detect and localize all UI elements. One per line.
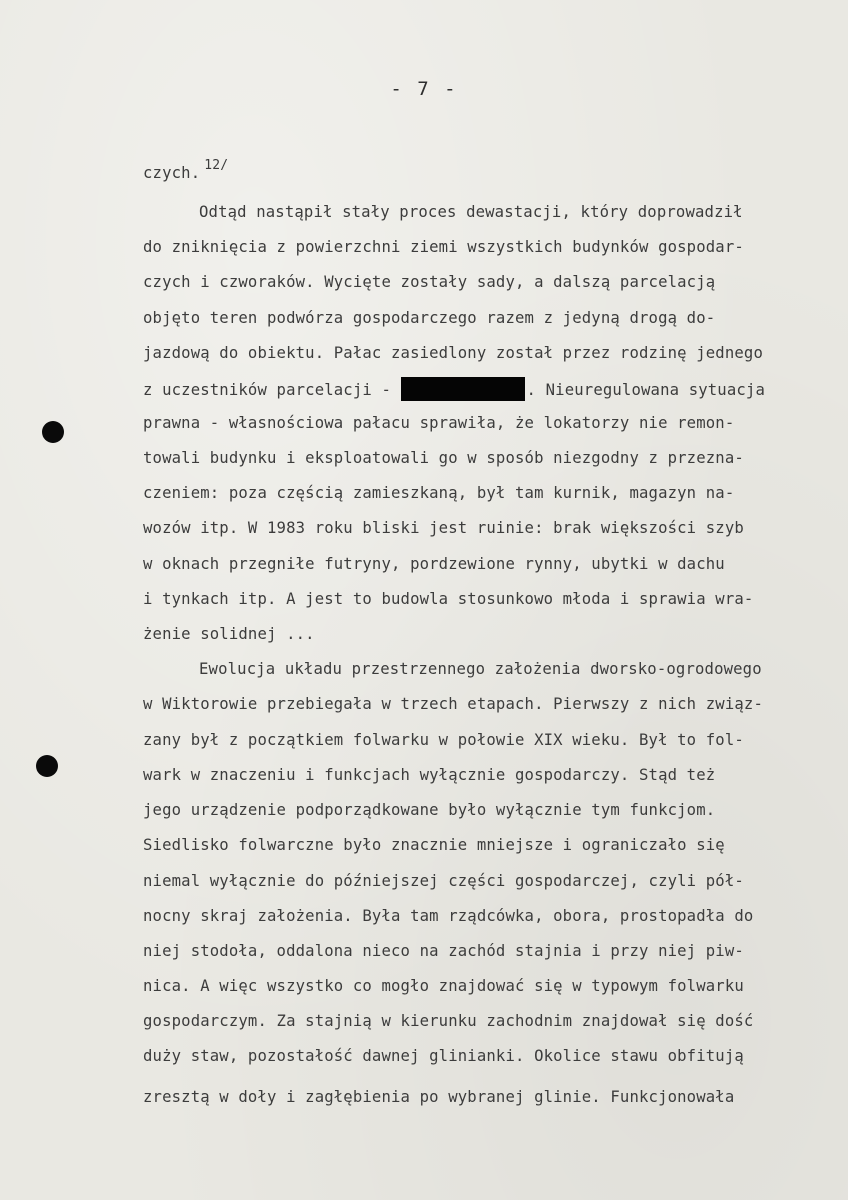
text-line: gospodarczym. Za stajnią w kierunku zachodnim znajdował się dość — [143, 1012, 754, 1030]
text-line: towali budynku i eksploatowali go w sposób niezgodny z przezna- — [143, 449, 744, 467]
footnote-reference: 12/ — [204, 158, 229, 173]
redaction-block — [401, 377, 525, 401]
text-line: czeniem: poza częścią zamieszkaną, był tam kurnik, magazyn na- — [143, 484, 735, 502]
text-line: zresztą w doły i zagłębienia po wybranej glinie. Funkcjonowała — [143, 1088, 735, 1106]
text-line: Ewolucja układu przestrzennego założenia dworsko-ogrodowego — [199, 660, 762, 678]
text-line-content: czych. — [143, 164, 201, 182]
text-line: zany był z początkiem folwarku w połowie XIX wieku. Był to fol- — [143, 731, 744, 749]
text-line: jazdową do obiektu. Pałac zasiedlony został przez rodzinę jednego — [143, 344, 763, 362]
punch-hole — [36, 755, 58, 777]
text-line: objęto teren podwórza gospodarczego razem z jedyną drogą do- — [143, 309, 716, 327]
text-line: niej stodoła, oddalona nieco na zachód stajnia i przy niej piw- — [143, 942, 744, 960]
text-line — [143, 158, 229, 185]
text-line: jego urządzenie podporządkowane było wyłącznie tym funkcjom. — [143, 801, 716, 819]
text-line: niemal wyłącznie do późniejszej części gospodarczej, czyli pół- — [143, 872, 744, 890]
punch-hole — [42, 421, 64, 443]
text-line: w oknach przegniłe futryny, pordzewione rynny, ubytki w dachu — [143, 555, 725, 573]
text-line: do zniknięcia z powierzchni ziemi wszystkich budynków gospodar- — [143, 238, 744, 256]
text-line-content: . Nieuregulowana sytuacja — [526, 381, 766, 399]
text-line: żenie solidnej ... — [143, 625, 315, 643]
text-line-content: z uczestników parcelacji - — [143, 381, 391, 399]
text-line: czych i czworaków. Wycięte zostały sady, a dalszą parcelacją — [143, 273, 716, 291]
text-line: duży staw, pozostałość dawnej glinianki. Okolice stawu obfitują — [143, 1047, 744, 1065]
text-line — [143, 377, 765, 401]
text-line: Odtąd nastąpił stały proces dewastacji, który doprowadził — [199, 203, 743, 221]
text-line: wark w znaczeniu i funkcjach wyłącznie gospodarczy. Stąd też — [143, 766, 716, 784]
page-number: - 7 - — [390, 78, 458, 100]
text-line: nocny skraj założenia. Była tam rządcówka, obora, prostopadła do — [143, 907, 754, 925]
text-line: Siedlisko folwarczne było znacznie mniejsze i ograniczało się — [143, 836, 725, 854]
text-line: i tynkach itp. A jest to budowla stosunkowo młoda i sprawia wra- — [143, 590, 754, 608]
text-line: wozów itp. W 1983 roku bliski jest ruinie: brak większości szyb — [143, 519, 744, 537]
text-line: w Wiktorowie przebiegała w trzech etapach. Pierwszy z nich związ- — [143, 695, 763, 713]
text-line: prawna - własnościowa pałacu sprawiła, że lokatorzy nie remon- — [143, 414, 735, 432]
text-line: nica. A więc wszystko co mogło znajdować się w typowym folwarku — [143, 977, 744, 995]
